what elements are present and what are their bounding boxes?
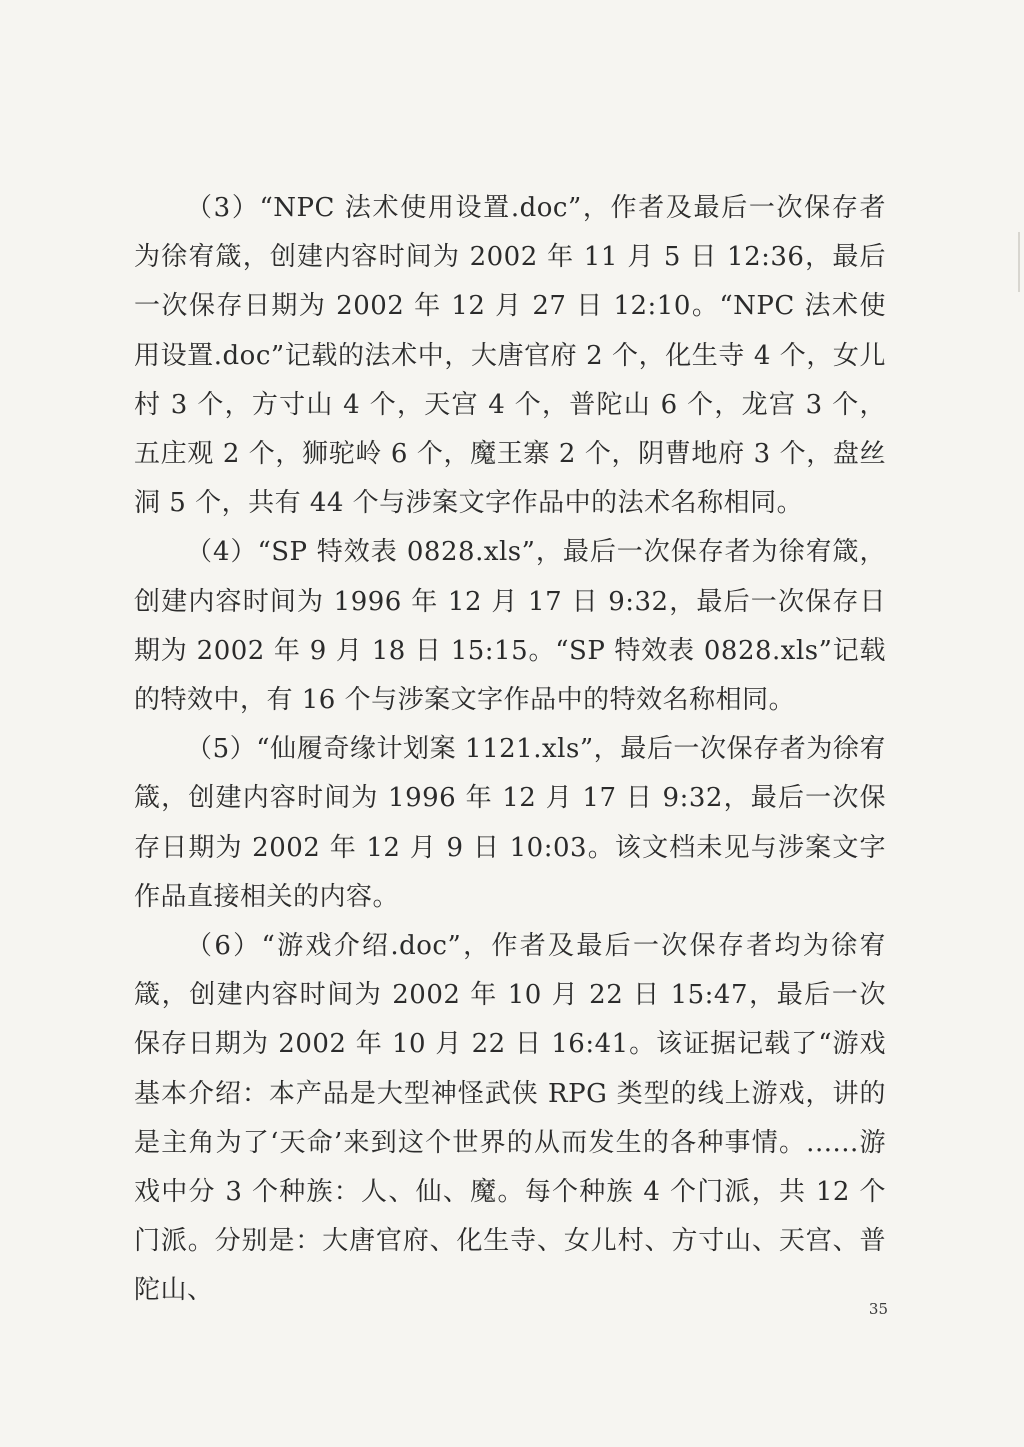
paragraph-5: （5）“仙履奇缘计划案 1121.xls”，最后一次保存者为徐宥箴，创建内容时间为 1996 年 12 月 17 日 9:32，最后一次保存日期为 2002 年 12 月 9 日 10:03。该文档未见与涉案文字作品直接相关的内容。 (134, 734, 886, 912)
scan-edge-mark (1018, 232, 1020, 292)
page-number: 35 (868, 1300, 888, 1318)
paragraph-3: （3）“NPC 法术使用设置.doc”，作者及最后一次保存者为徐宥箴，创建内容时间为 2002 年 11 月 5 日 12:36，最后一次保存日期为 2002 年 12 月 27 日 12:10。“NPC 法术使用设置.doc”记载的法术中，大唐官府 2 个，化生寺 4 个，女儿村 3 个，方寸山 4 个，天宫 4 个，普陀山 6 个，龙宫 3 个，五庄观 2 个，狮驼岭 6 个，魔王寨 2 个，阴曹地府 3 个，盘丝洞 5 个，共有 44 个与涉案文字作品中的法术名称相同。 (134, 193, 886, 519)
paragraph-4: （4）“SP 特效表 0828.xls”，最后一次保存者为徐宥箴，创建内容时间为 1996 年 12 月 17 日 9:32，最后一次保存日期为 2002 年 9 月 18 日 15:15。“SP 特效表 0828.xls”记载的特效中，有 16 个与涉案文字作品中的特效名称相同。 (134, 537, 886, 716)
paragraph-6: （6）“游戏介绍.doc”，作者及最后一次保存者均为徐宥箴，创建内容时间为 2002 年 10 月 22 日 15:47，最后一次保存日期为 2002 年 10 月 22 日 16:41。该证据记载了“游戏基本介绍：本产品是大型神怪武侠 RPG 类型的线上游戏，讲的是主角为了‘天命’来到这个世界的从而发生的各种事情。......游戏中分 3 个种族：人、仙、魔。每个种族 4 个门派，共 12 个门派。分别是：大唐官府、化生寺、女儿村、方寸山、天宫、普陀山、 (134, 931, 886, 1306)
document-body (134, 184, 886, 1316)
